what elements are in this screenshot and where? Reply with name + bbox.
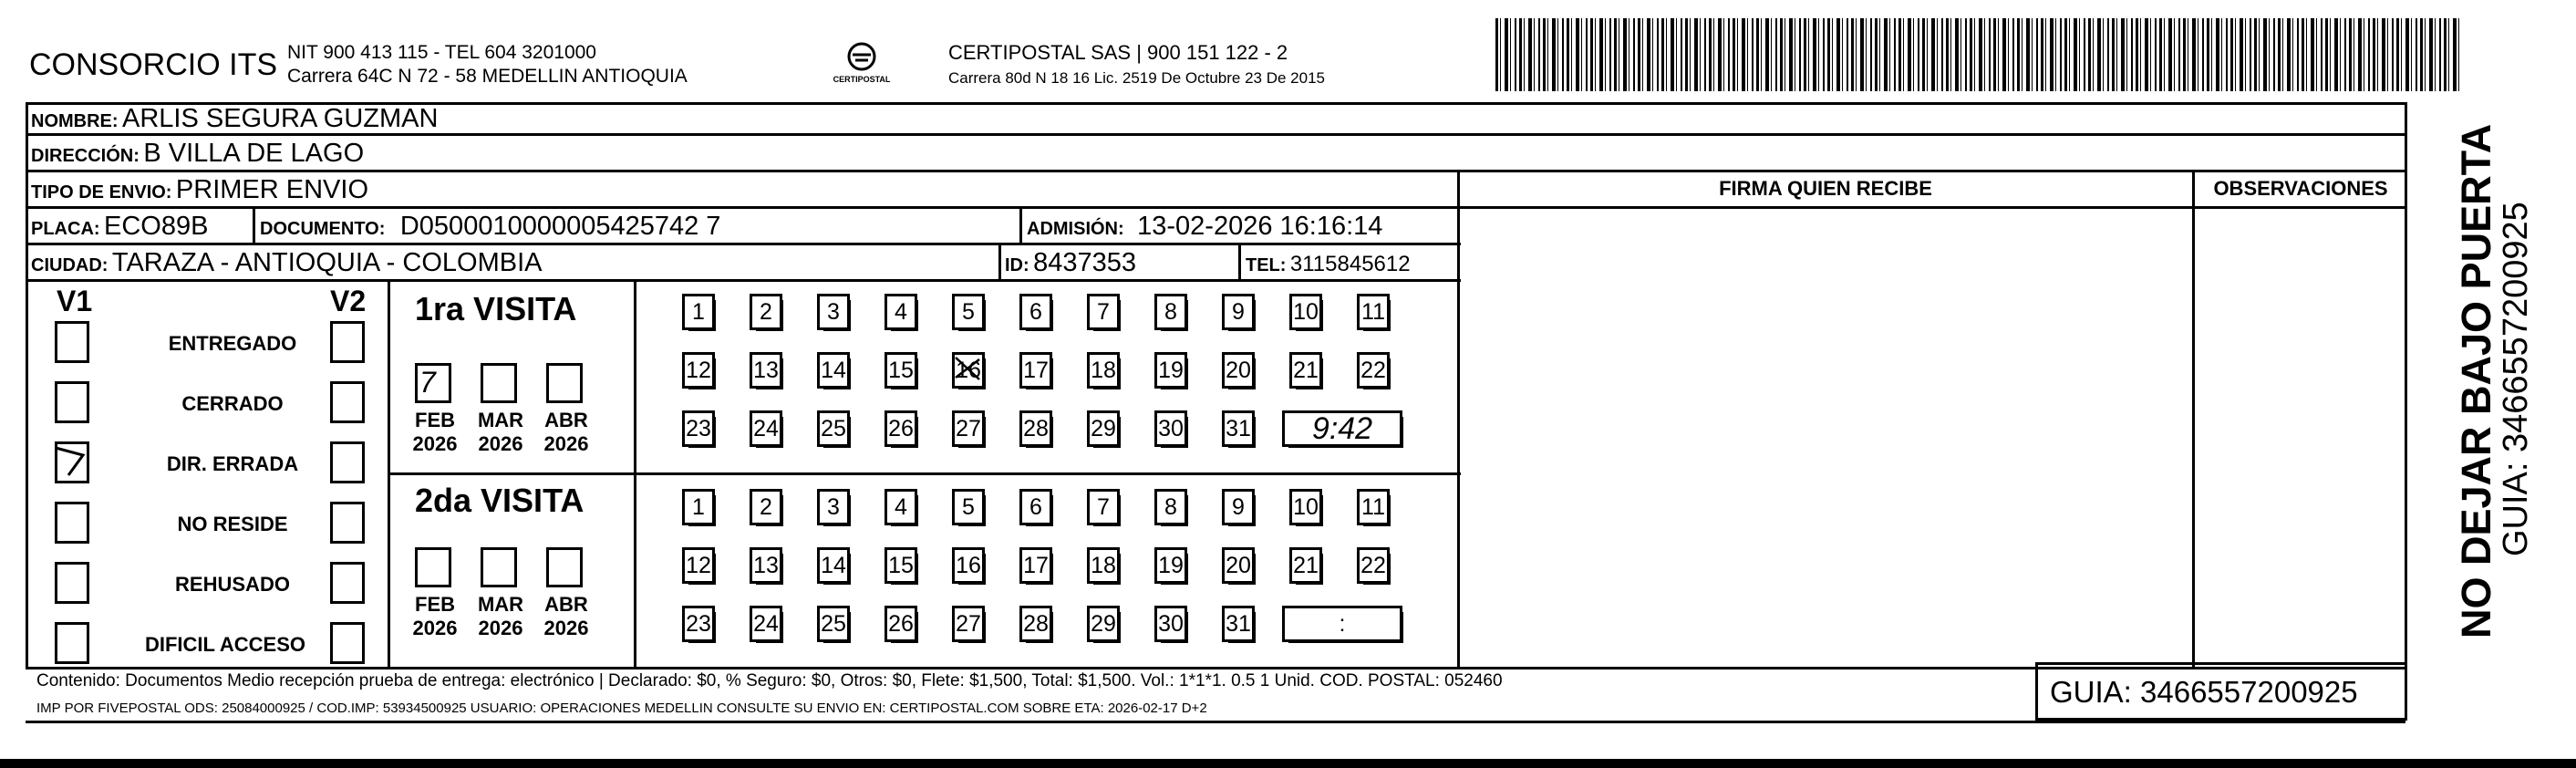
day-box-17[interactable]: 17 bbox=[1019, 547, 1052, 584]
tel-cell bbox=[1246, 252, 1411, 277]
day-box-8[interactable]: 8 bbox=[1154, 294, 1187, 330]
month-year: 2026 bbox=[412, 617, 458, 639]
ciudad-label: CIUDAD: bbox=[31, 255, 109, 275]
day-box-29[interactable]: 29 bbox=[1087, 606, 1120, 642]
tipo-value: PRIMER ENVIO bbox=[175, 175, 369, 204]
divider bbox=[1238, 243, 1241, 279]
v1-checkbox[interactable] bbox=[55, 441, 89, 483]
observaciones-header: OBSERVACIONES bbox=[2213, 177, 2388, 200]
day-box-3[interactable]: 3 bbox=[817, 489, 850, 525]
month-checkbox[interactable] bbox=[546, 363, 583, 403]
check-mark-icon bbox=[52, 439, 87, 481]
status-label: ENTREGADO bbox=[168, 332, 297, 355]
day-box-19[interactable]: 19 bbox=[1154, 352, 1187, 389]
carrier-name: CERTIPOSTAL SAS | 900 151 122 - 2 bbox=[948, 41, 1288, 64]
company-nit: NIT 900 413 115 - TEL 604 3201000 bbox=[287, 42, 596, 63]
month-name: ABR bbox=[544, 593, 588, 616]
month-label bbox=[406, 409, 464, 456]
day-box-24[interactable]: 24 bbox=[750, 606, 782, 642]
day-box-16[interactable]: 16 bbox=[952, 352, 985, 389]
ciudad-value: TARAZA - ANTIOQUIA - COLOMBIA bbox=[111, 248, 543, 277]
day-box-19[interactable]: 19 bbox=[1154, 547, 1187, 584]
day-box-23[interactable]: 23 bbox=[682, 606, 715, 642]
day-box-28[interactable]: 28 bbox=[1019, 606, 1052, 642]
divider bbox=[26, 279, 1461, 282]
month-checkbox[interactable] bbox=[415, 363, 451, 403]
day-box-18[interactable]: 18 bbox=[1087, 352, 1120, 389]
v2-label: V2 bbox=[330, 285, 367, 317]
direccion-label: DIRECCIÓN: bbox=[31, 146, 140, 166]
status-label: DIFICIL ACCESO bbox=[144, 633, 305, 656]
day-box-6[interactable]: 6 bbox=[1019, 489, 1052, 525]
side-guia: GUIA: 3466557200925 bbox=[2497, 202, 2535, 556]
divider bbox=[26, 721, 2405, 723]
day-box-31[interactable]: 31 bbox=[1222, 410, 1255, 447]
month-name: MAR bbox=[477, 593, 524, 616]
day-box-21[interactable]: 21 bbox=[1289, 352, 1322, 389]
nombre-value: ARLIS SEGURA GUZMAN bbox=[122, 104, 439, 133]
ciudad-cell bbox=[31, 248, 542, 278]
month-name: ABR bbox=[544, 409, 588, 431]
documento-cell bbox=[260, 212, 720, 242]
day-box-14[interactable]: 14 bbox=[817, 352, 850, 389]
day-box-30[interactable]: 30 bbox=[1154, 410, 1187, 447]
day-box-9[interactable]: 9 bbox=[1222, 489, 1255, 525]
visit1-title: 1ra VISITA bbox=[415, 290, 577, 327]
day-box-20[interactable]: 20 bbox=[1222, 547, 1255, 584]
day-box-7[interactable]: 7 bbox=[1087, 489, 1120, 525]
divider bbox=[388, 279, 390, 669]
admision-label: ADMISIÓN: bbox=[1027, 219, 1124, 239]
day-box-2[interactable]: 2 bbox=[750, 489, 782, 525]
v2-checkbox[interactable] bbox=[330, 381, 365, 423]
day-box-4[interactable]: 4 bbox=[885, 294, 917, 330]
v1-checkbox[interactable] bbox=[55, 502, 89, 544]
side-warning: NO DEJAR BAJO PUERTA bbox=[2453, 123, 2499, 638]
day-box-13[interactable]: 13 bbox=[750, 352, 782, 389]
firma-header: FIRMA QUIEN RECIBE bbox=[1719, 177, 1932, 200]
month-label bbox=[537, 409, 595, 456]
documento-value: D0500010000005425742 7 bbox=[399, 212, 721, 241]
admision-value: 13-02-2026 16:16:14 bbox=[1137, 212, 1383, 241]
day-box-4[interactable]: 4 bbox=[885, 489, 917, 525]
direccion-row bbox=[31, 139, 364, 169]
day-box-1[interactable]: 1 bbox=[682, 489, 715, 525]
v2-checkbox[interactable] bbox=[330, 321, 365, 363]
day-box-7[interactable]: 7 bbox=[1087, 294, 1120, 330]
divider bbox=[26, 243, 1461, 245]
day-box-18[interactable]: 18 bbox=[1087, 547, 1120, 584]
day-box-6[interactable]: 6 bbox=[1019, 294, 1052, 330]
divider bbox=[998, 243, 1001, 279]
nombre-label: NOMBRE: bbox=[31, 111, 119, 131]
status-label: REHUSADO bbox=[175, 573, 290, 596]
day-box-27[interactable]: 27 bbox=[952, 606, 985, 642]
v2-checkbox[interactable] bbox=[330, 502, 365, 544]
id-cell bbox=[1005, 248, 1136, 278]
day-box-13[interactable]: 13 bbox=[750, 547, 782, 584]
documento-label: DOCUMENTO: bbox=[260, 219, 386, 239]
month-label bbox=[471, 593, 530, 640]
divider bbox=[26, 206, 1461, 209]
day-box-14[interactable]: 14 bbox=[817, 547, 850, 584]
day-box-5[interactable]: 5 bbox=[952, 489, 985, 525]
day-box-26[interactable]: 26 bbox=[885, 606, 917, 642]
visit2-title: 2da VISITA bbox=[415, 482, 585, 519]
day-box-12[interactable]: 12 bbox=[682, 352, 715, 389]
footer-guia: GUIA: 3466557200925 bbox=[2050, 675, 2358, 709]
month-year: 2026 bbox=[543, 432, 589, 455]
day-box-30[interactable]: 30 bbox=[1154, 606, 1187, 642]
divider bbox=[388, 472, 1461, 475]
day-box-10[interactable]: 10 bbox=[1289, 489, 1322, 525]
direccion-value: B VILLA DE LAGO bbox=[143, 139, 365, 168]
id-label: ID: bbox=[1005, 255, 1029, 275]
v1-label: V1 bbox=[57, 285, 93, 317]
month-checkbox[interactable] bbox=[546, 547, 583, 587]
day-box-11[interactable]: 11 bbox=[1357, 294, 1390, 330]
carrier-address: Carrera 80d N 18 16 Lic. 2519 De Octubre 23 De 2015 bbox=[948, 69, 1325, 87]
v2-checkbox[interactable] bbox=[330, 562, 365, 604]
day-box-25[interactable]: 25 bbox=[817, 606, 850, 642]
month-name: FEB bbox=[415, 593, 455, 616]
day-box-27[interactable]: 27 bbox=[952, 410, 985, 447]
month-year: 2026 bbox=[478, 432, 523, 455]
logo-text: CERTIPOSTAL bbox=[833, 75, 891, 84]
month-label bbox=[537, 593, 595, 640]
divider bbox=[2192, 170, 2195, 669]
tel-value: 3115845612 bbox=[1289, 252, 1411, 276]
day-box-23[interactable]: 23 bbox=[682, 410, 715, 447]
id-value: 8437353 bbox=[1033, 248, 1137, 277]
day-box-2[interactable]: 2 bbox=[750, 294, 782, 330]
v1-checkbox[interactable] bbox=[55, 562, 89, 604]
month-checkbox[interactable] bbox=[481, 547, 517, 587]
tipo-label: TIPO DE ENVIO: bbox=[31, 182, 172, 202]
day-box-17[interactable]: 17 bbox=[1019, 352, 1052, 389]
day-box-21[interactable]: 21 bbox=[1289, 547, 1322, 584]
company-name: CONSORCIO ITS bbox=[29, 47, 278, 82]
day-box-22[interactable]: 22 bbox=[1357, 352, 1390, 389]
month-checkbox[interactable] bbox=[481, 363, 517, 403]
month-label bbox=[471, 409, 530, 456]
cross-mark-icon bbox=[952, 352, 985, 389]
handwritten-mark: 7 bbox=[419, 366, 436, 399]
day-box-3[interactable]: 3 bbox=[817, 294, 850, 330]
certipostal-logo bbox=[825, 36, 898, 91]
day-box-11[interactable]: 11 bbox=[1357, 489, 1390, 525]
month-year: 2026 bbox=[412, 432, 458, 455]
day-box-5[interactable]: 5 bbox=[952, 294, 985, 330]
v1-checkbox[interactable] bbox=[55, 381, 89, 423]
status-label: NO RESIDE bbox=[177, 513, 288, 535]
barcode bbox=[1495, 18, 2462, 91]
day-box-15[interactable]: 15 bbox=[885, 547, 917, 584]
day-box-24[interactable]: 24 bbox=[750, 410, 782, 447]
month-checkbox[interactable] bbox=[415, 547, 451, 587]
tipo-row bbox=[31, 175, 368, 205]
day-box-22[interactable]: 22 bbox=[1357, 547, 1390, 584]
status-label: CERRADO bbox=[181, 392, 284, 415]
day-box-28[interactable]: 28 bbox=[1019, 410, 1052, 447]
placa-value: ECO89B bbox=[104, 212, 209, 241]
divider bbox=[1457, 170, 1460, 669]
day-box-31[interactable]: 31 bbox=[1222, 606, 1255, 642]
day-box-16[interactable]: 16 bbox=[952, 547, 985, 584]
v2-checkbox[interactable] bbox=[330, 622, 365, 664]
month-year: 2026 bbox=[478, 617, 523, 639]
time-box[interactable]: 9:42 bbox=[1282, 410, 1402, 447]
v2-checkbox[interactable] bbox=[330, 441, 365, 483]
company-address: Carrera 64C N 72 - 58 MEDELLIN ANTIOQUIA bbox=[287, 66, 688, 87]
nombre-row bbox=[31, 104, 438, 134]
day-box-10[interactable]: 10 bbox=[1289, 294, 1322, 330]
day-box-9[interactable]: 9 bbox=[1222, 294, 1255, 330]
day-box-29[interactable]: 29 bbox=[1087, 410, 1120, 447]
divider bbox=[1459, 206, 2407, 209]
month-label bbox=[406, 593, 464, 640]
day-box-20[interactable]: 20 bbox=[1222, 352, 1255, 389]
day-box-26[interactable]: 26 bbox=[885, 410, 917, 447]
divider bbox=[634, 279, 636, 669]
divider bbox=[253, 206, 255, 243]
day-box-8[interactable]: 8 bbox=[1154, 489, 1187, 525]
tel-label: TEL: bbox=[1246, 255, 1287, 275]
time-box[interactable]: : bbox=[1282, 606, 1402, 642]
placa-label: PLACA: bbox=[31, 219, 100, 239]
divider bbox=[1019, 206, 1022, 243]
month-name: MAR bbox=[477, 409, 524, 431]
month-year: 2026 bbox=[543, 617, 589, 639]
month-name: FEB bbox=[415, 409, 455, 431]
footer-line1: Contenido: Documentos Medio recepción prueba de entrega: electrónico | Declarado: $0, % Seguro: $0, Otros: $0, Flete: $1,500, Total: $1,500. Vol.: 1*1*1. 0.5 1 Unid. COD. POSTAL: 052460 bbox=[36, 671, 1503, 690]
v1-checkbox[interactable] bbox=[55, 622, 89, 664]
day-box-12[interactable]: 12 bbox=[682, 547, 715, 584]
day-box-15[interactable]: 15 bbox=[885, 352, 917, 389]
footer-line2: IMP POR FIVEPOSTAL ODS: 25084000925 / COD.IMP: 53934500925 USUARIO: OPERACIONES MEDELLIN CONSULTE SU ENVIO EN: CERTIPOSTAL.COM SOBRE ETA: 2026-02-17 D+2 bbox=[36, 701, 1207, 716]
day-box-1[interactable]: 1 bbox=[682, 294, 715, 330]
day-box-25[interactable]: 25 bbox=[817, 410, 850, 447]
bottom-border bbox=[0, 759, 2576, 768]
divider bbox=[26, 170, 2407, 172]
v1-checkbox[interactable] bbox=[55, 321, 89, 363]
status-label: DIR. ERRADA bbox=[166, 452, 299, 475]
placa-cell bbox=[31, 212, 208, 242]
admision-cell bbox=[1027, 212, 1382, 242]
